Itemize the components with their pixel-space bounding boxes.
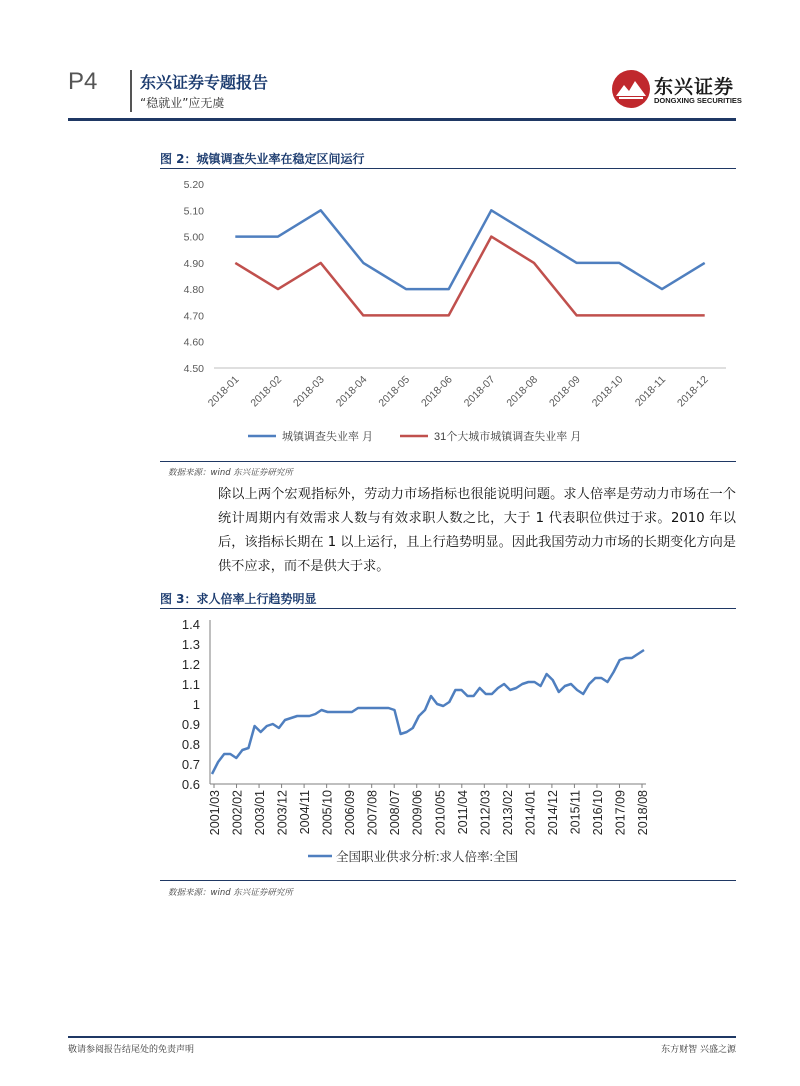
figure3-bottom-rule bbox=[160, 880, 736, 881]
y-tick-label: 0.7 bbox=[181, 757, 200, 772]
footer-rule bbox=[68, 1036, 736, 1038]
x-tick-label: 2013/02 bbox=[500, 790, 515, 836]
x-tick-label: 2018-04 bbox=[333, 373, 370, 410]
series-line-1 bbox=[212, 650, 644, 774]
y-tick-label: 0.9 bbox=[181, 717, 200, 732]
legend-label-1: 全国职业供求分析:求人倍率:全国 bbox=[336, 850, 518, 864]
x-tick-label: 2009/06 bbox=[410, 790, 425, 836]
page-number: P4 bbox=[68, 68, 98, 95]
x-tick-label: 2008/07 bbox=[388, 790, 403, 836]
y-tick-label: 5.00 bbox=[183, 231, 204, 244]
report-type: 东兴证券专题报告 bbox=[140, 73, 269, 92]
y-tick-label: 5.10 bbox=[183, 205, 204, 218]
x-tick-label: 2018-08 bbox=[504, 373, 541, 410]
x-tick-label: 2004/11 bbox=[298, 790, 313, 835]
y-tick-label: 1 bbox=[192, 697, 200, 712]
header-divider bbox=[130, 70, 132, 112]
y-tick-label: 4.60 bbox=[183, 336, 204, 349]
y-tick-label: 4.80 bbox=[183, 284, 204, 297]
x-tick-label: 2017/09 bbox=[613, 790, 628, 836]
x-tick-label: 2014/01 bbox=[523, 790, 538, 836]
x-tick-label: 2001/03 bbox=[208, 790, 222, 836]
x-tick-label: 2018-10 bbox=[589, 373, 626, 410]
figure2-title: 图 2：城镇调查失业率在稳定区间运行 bbox=[160, 152, 365, 166]
x-tick-label: 2003/01 bbox=[253, 790, 268, 836]
x-tick-label: 2018-06 bbox=[419, 373, 455, 410]
x-tick-label: 2006/09 bbox=[343, 790, 358, 836]
figure3-top-rule bbox=[160, 608, 736, 609]
x-tick-label: 2007/08 bbox=[365, 790, 380, 836]
y-tick-label: 4.90 bbox=[183, 257, 204, 270]
x-tick-label: 2015/11 bbox=[568, 790, 583, 835]
x-tick-label: 2014/12 bbox=[545, 790, 560, 836]
figure2-bottom-rule bbox=[160, 461, 736, 462]
header-rule bbox=[68, 118, 736, 121]
x-tick-label: 2018-12 bbox=[675, 373, 711, 410]
x-tick-label: 2018-09 bbox=[547, 373, 583, 410]
figure3-chart bbox=[160, 610, 736, 878]
x-tick-label: 2005/10 bbox=[320, 790, 335, 836]
x-tick-label: 2018-01 bbox=[205, 373, 242, 410]
logo-text-en: DONGXING SECURITIES bbox=[654, 96, 742, 105]
y-tick-label: 5.20 bbox=[183, 179, 204, 191]
legend-label-1: 城镇调查失业率 月 bbox=[282, 431, 374, 443]
legend-label-2: 31个大城市城镇调查失业率 月 bbox=[434, 431, 582, 443]
x-tick-label: 2012/03 bbox=[478, 790, 493, 836]
y-tick-label: 0.8 bbox=[181, 737, 200, 752]
figure2-chart bbox=[160, 170, 736, 460]
x-tick-label: 2011/04 bbox=[455, 790, 470, 835]
x-tick-label: 2018-03 bbox=[291, 373, 327, 410]
x-tick-label: 2002/02 bbox=[230, 790, 245, 836]
y-tick-label: 1.4 bbox=[181, 617, 200, 632]
y-tick-label: 1.1 bbox=[181, 677, 200, 692]
footer-disclaimer: 敬请参阅报告结尾处的免责声明 bbox=[68, 1045, 195, 1055]
x-tick-label: 2018-02 bbox=[248, 373, 285, 410]
figure2-source: 数据来源：wind 东兴证券研究所 bbox=[168, 468, 293, 478]
x-tick-label: 2018-11 bbox=[632, 373, 669, 409]
x-tick-label: 2010/05 bbox=[433, 790, 448, 836]
x-tick-label: 2018-05 bbox=[376, 373, 413, 410]
x-tick-label: 2018-07 bbox=[461, 373, 498, 410]
footer-slogan: 东方财智 兴盛之源 bbox=[661, 1045, 736, 1055]
x-tick-label: 2003/12 bbox=[275, 790, 290, 836]
report-title: “稳就业”应无虞 bbox=[140, 96, 225, 110]
y-tick-label: 1.2 bbox=[181, 657, 200, 672]
figure3-source: 数据来源：wind 东兴证券研究所 bbox=[168, 888, 293, 898]
x-tick-label: 2018/08 bbox=[636, 790, 650, 836]
logo-text-cn: 东兴证券 bbox=[654, 76, 735, 98]
y-tick-label: 1.3 bbox=[181, 637, 200, 652]
y-tick-label: 0.6 bbox=[181, 777, 200, 792]
figure2-top-rule bbox=[160, 168, 736, 169]
y-tick-label: 4.50 bbox=[183, 363, 204, 375]
body-paragraph: 除以上两个宏观指标外，劳动力市场指标也很能说明问题。求人倍率是劳动力市场在一个统计周期内有效需求人数与有效求职人数之比，大于 1 代表职位供过于求。2010 年以后，该指标长期在 1 以上运行，且上行趋势明显。因此我国劳动力市场的长期变化方向是供不应求，而不是供大于求。 bbox=[218, 487, 736, 574]
x-tick-label: 2016/10 bbox=[590, 790, 605, 836]
y-tick-label: 4.70 bbox=[183, 310, 204, 323]
figure3-title: 图 3：求人倍率上行趋势明显 bbox=[160, 592, 317, 606]
